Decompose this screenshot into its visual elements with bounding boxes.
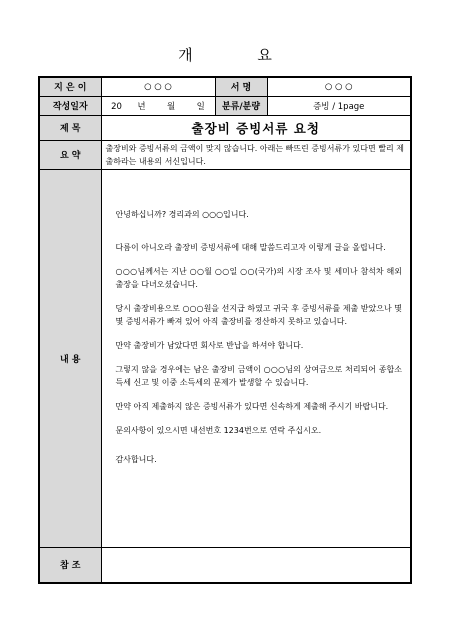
letter-paragraph-1: 다름이 아니오라 출장비 증빙서류에 대해 말씀드리고자 이렇게 글을 올립니다. — [115, 242, 386, 252]
letter-paragraph-7: 문의사항이 있으시면 내선번호 1234번으로 연락 주십시오. — [115, 425, 322, 435]
reference-label: 참 조 — [39, 547, 101, 583]
summary-value: 출장비와 증빙서류의 금액이 맞지 않습니다. 아래는 빠뜨린 증빙서류가 있다면 빨리 제출하라는 내용의 서신입니다. — [101, 140, 411, 169]
date-label: 작성일자 — [39, 96, 101, 115]
letter-paragraph-3: 당시 출장비용으로 ○○○원을 선지급 하였고 귀국 후 증빙서류를 제출 받았으나 몇몇 증빙서류가 빠져 있어 아직 출장비를 정산하지 못하고 있습니다. — [115, 303, 402, 326]
author-value: ○ ○ ○ — [101, 77, 215, 96]
document-title: 개 요 — [178, 46, 302, 64]
signature-value: ○ ○ ○ — [267, 77, 411, 96]
letter-closing: 감사합니다. — [115, 454, 157, 464]
letter-paragraph-6: 만약 아직 제출하지 않은 증빙서류가 있다면 신속하게 제출해 주시기 바랍니다. — [115, 401, 389, 411]
summary-form — [38, 76, 412, 584]
reference-value — [101, 547, 411, 583]
letter-paragraph-2: ○○○님께서는 지난 ○○월 ○○일 ○○(국가)의 시장 조사 및 세미나 참석차 해외출장을 다녀오셨습니다. — [115, 266, 402, 289]
subject-value: 출장비 증빙서류 요청 — [101, 115, 411, 140]
content-body — [101, 169, 411, 547]
date-value — [101, 96, 215, 115]
signature-label: 서 명 — [215, 77, 267, 96]
date-month-unit: 월 — [167, 101, 176, 112]
date-year-unit: 년 — [137, 101, 146, 112]
author-label: 지 은 이 — [39, 77, 101, 96]
subject-label: 제 목 — [39, 115, 101, 140]
date-year: 20 — [111, 101, 122, 112]
letter-greeting: 안녕하십니까? 경리과의 ○○○입니다. — [115, 209, 249, 219]
letter-paragraph-4: 만약 출장비가 남았다면 회사로 반납을 하셔야 합니다. — [115, 340, 304, 350]
category-value: 증빙 / 1page — [267, 96, 411, 115]
letter-paragraph-5: 그렇지 않을 경우에는 남은 출장비 금액이 ○○○님의 상여금으로 처리되어 종합소득세 신고 및 이중 소득세의 문제가 발생할 수 있습니다. — [115, 364, 402, 387]
date-day-unit: 일 — [196, 101, 205, 112]
summary-label: 요 약 — [39, 140, 101, 169]
content-label: 내 용 — [39, 169, 101, 547]
category-label: 분류/분량 — [215, 96, 267, 115]
